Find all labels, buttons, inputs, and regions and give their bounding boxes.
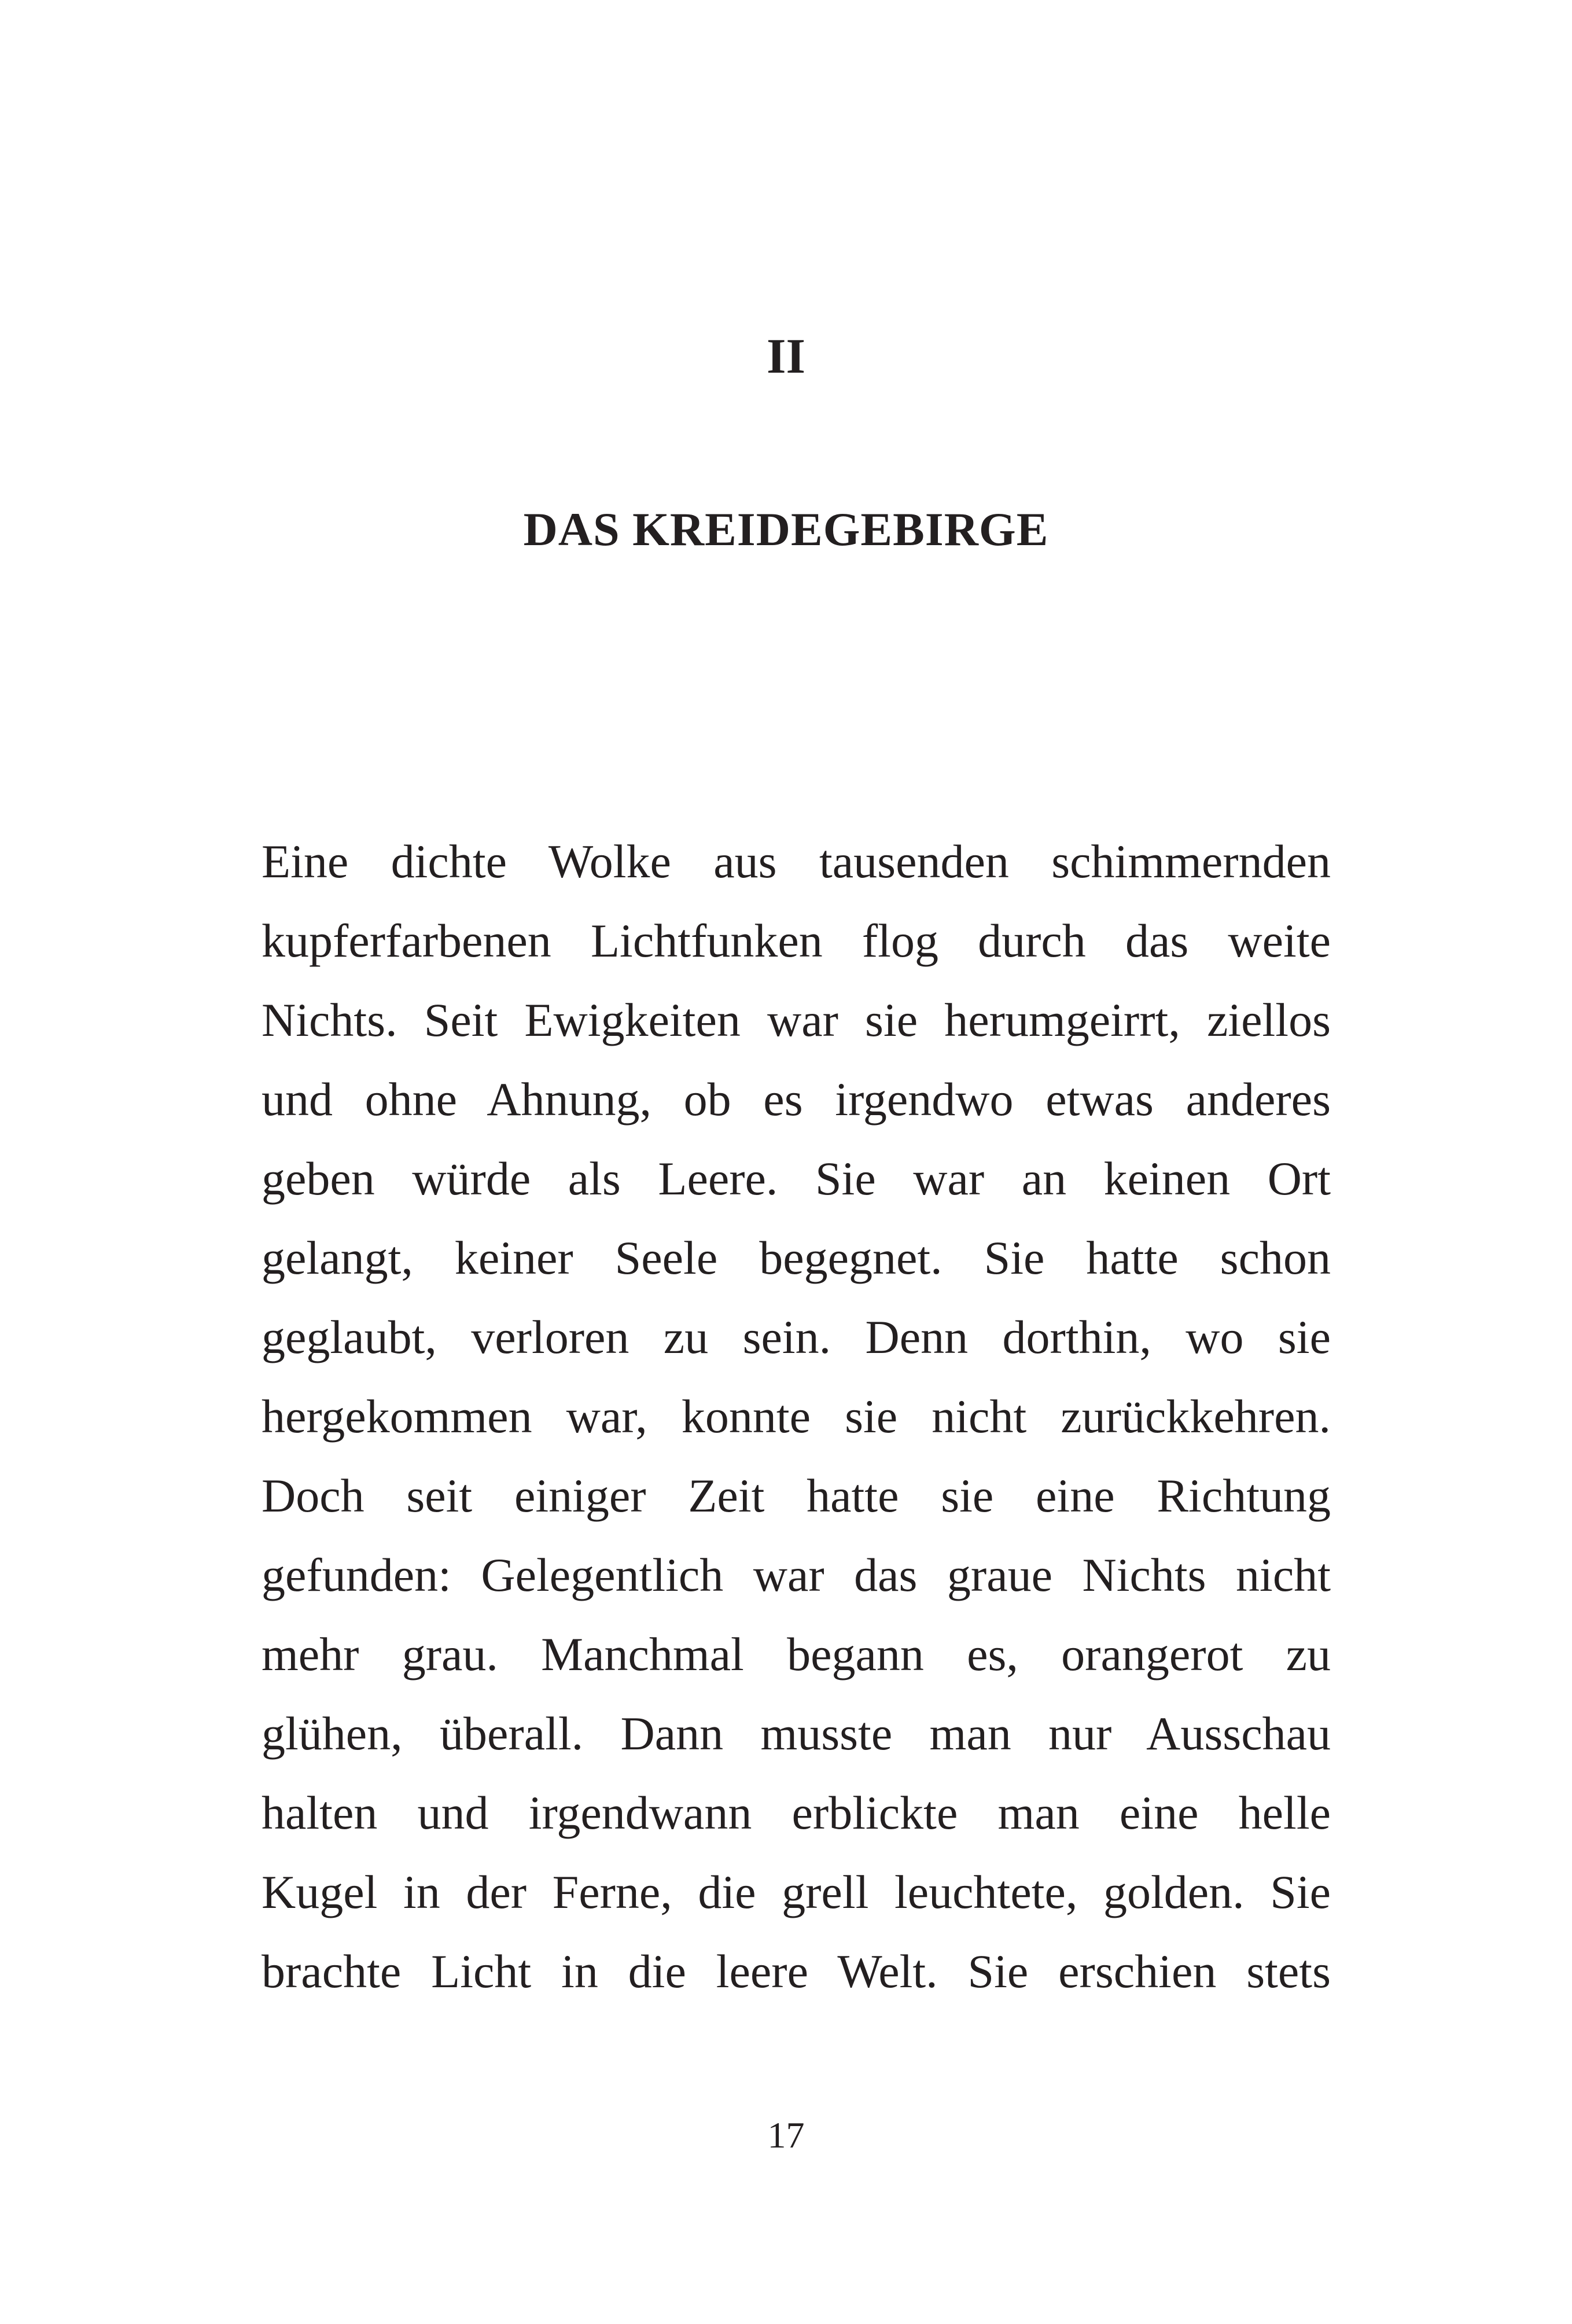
text-line: geglaubt, verloren zu sein. Denn dorthin, wo sie [262, 1311, 1331, 1363]
text-line: mehr grau. Manchmal begann es, orangerot zu [262, 1628, 1331, 1681]
text-line: hergekommen war, konnte sie nicht zurückkehren. [262, 1390, 1331, 1443]
text-line: und ohne Ahnung, ob es irgendwo etwas anderes [262, 1073, 1331, 1126]
text-line: gefunden: Gelegentlich war das graue Nichts nicht [262, 1549, 1331, 1601]
body-text [262, 822, 1331, 2011]
text-line: Nichts. Seit Ewigkeiten war sie herumgeirrt, ziellos [262, 994, 1331, 1046]
text-line: gelangt, keiner Seele begegnet. Sie hatte schon [262, 1231, 1331, 1284]
chapter-title: DAS KREIDEGEBIRGE [523, 503, 1049, 556]
text-line: geben würde als Leere. Sie war an keinen Ort [262, 1152, 1331, 1205]
page-number: 17 [767, 2115, 805, 2156]
text-line: brachte Licht in die leere Welt. Sie erschien stets [262, 1945, 1331, 1998]
text-line: glühen, überall. Dann musste man nur Ausschau [262, 1707, 1331, 1760]
chapter-number: II [767, 328, 805, 384]
text-line: halten und irgendwann erblickte man eine helle [262, 1786, 1331, 1839]
text-line: Kugel in der Ferne, die grell leuchtete, golden. Sie [262, 1866, 1331, 1918]
text-line: Doch seit einiger Zeit hatte sie eine Richtung [262, 1469, 1331, 1522]
text-line: kupferfarbenen Lichtfunken flog durch das weite [262, 914, 1331, 967]
text-line: Eine dichte Wolke aus tausenden schimmernden [262, 835, 1331, 888]
